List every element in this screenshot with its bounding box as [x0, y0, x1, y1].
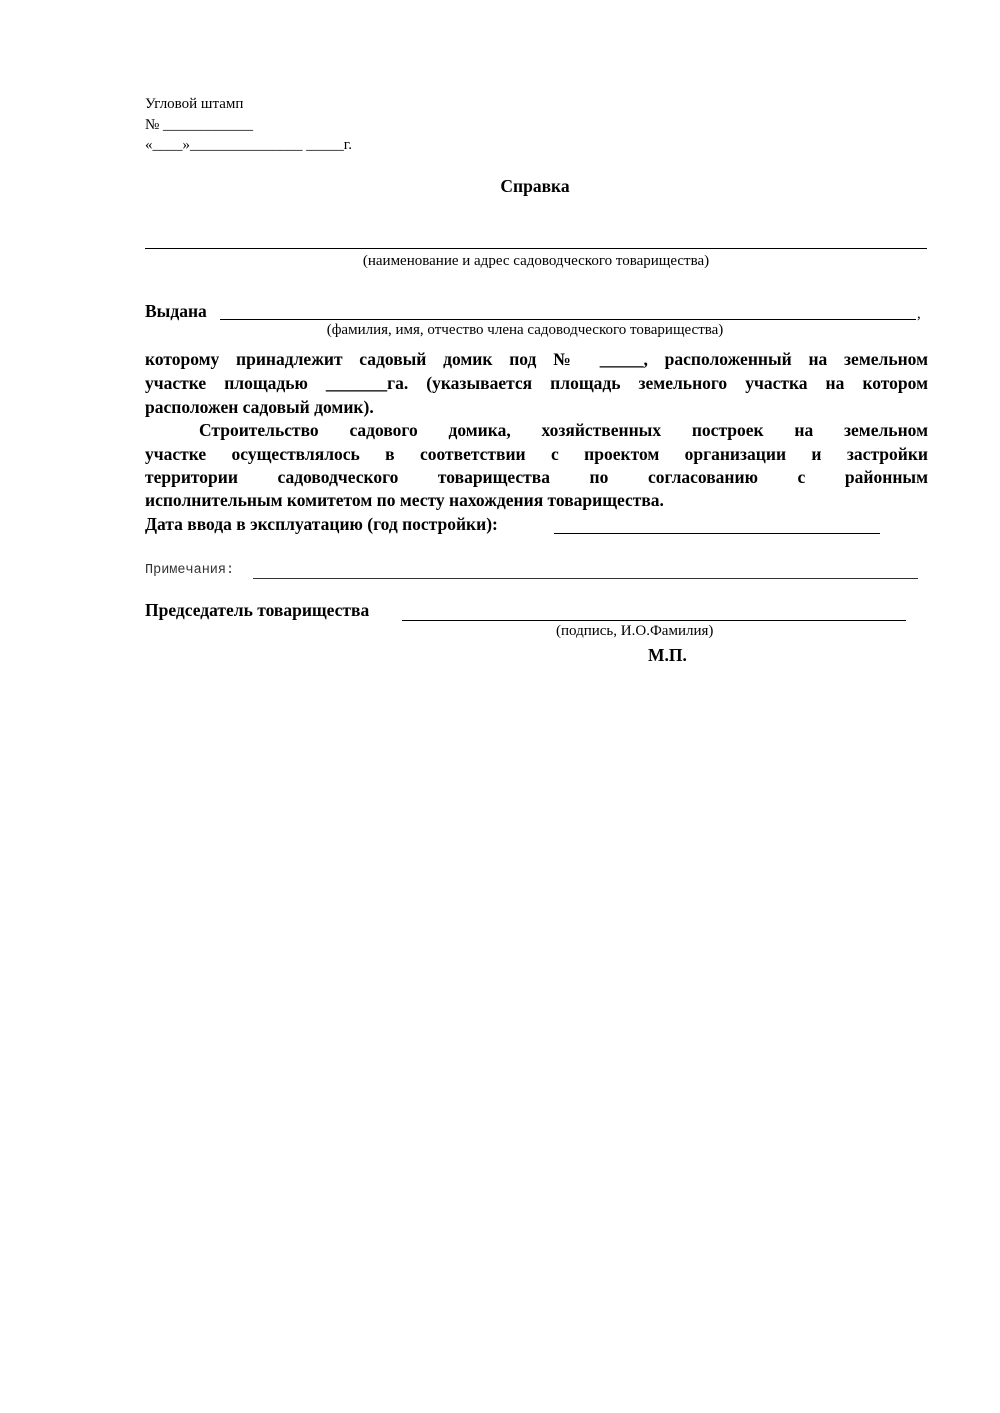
chairman-caption: (подпись, И.О.Фамилия)	[556, 623, 714, 639]
issued-label: Выдана	[145, 301, 207, 321]
body-line-3: расположен садовый домик).	[145, 397, 374, 417]
issued-name-line	[220, 319, 916, 320]
corner-stamp-label: Угловой штамп	[145, 96, 244, 112]
body-line-2: участке площадью _______га. (указывается площадь земельного участка на котором	[145, 373, 928, 393]
chairman-signature-line	[402, 620, 906, 621]
org-name-line	[145, 248, 927, 249]
stamp-date-field: «____»_______________ _____г.	[145, 137, 352, 153]
org-caption: (наименование и адрес садоводческого товарищества)	[362, 253, 710, 269]
notes-line	[253, 578, 918, 579]
commission-date-line	[554, 533, 880, 534]
notes-label: Примечания:	[145, 563, 235, 578]
para2-line-4: исполнительным комитетом по месту нахождения товарищества.	[145, 490, 664, 510]
document-title: Справка	[500, 176, 570, 196]
issued-comma: ,	[917, 306, 921, 322]
para2-line-3: территории садоводческого товарищества по согласованию с районным	[145, 467, 928, 487]
commission-date-label: Дата ввода в эксплуатацию (год постройки):	[145, 514, 498, 534]
para2-line-1: Строительство садового домика, хозяйственных построек на земельном	[199, 420, 928, 440]
issued-caption: (фамилия, имя, отчество члена садоводческого товарищества)	[326, 322, 724, 338]
para2-line-2: участке осуществлялось в соответствии с проектом организации и застройки	[145, 444, 928, 464]
chairman-label: Председатель товарищества	[145, 600, 370, 620]
body-line-1: которому принадлежит садовый домик под № _____, расположенный на земельном	[145, 349, 928, 369]
stamp-number-field: № ____________	[145, 117, 254, 133]
seal-placeholder: М.П.	[648, 645, 687, 665]
